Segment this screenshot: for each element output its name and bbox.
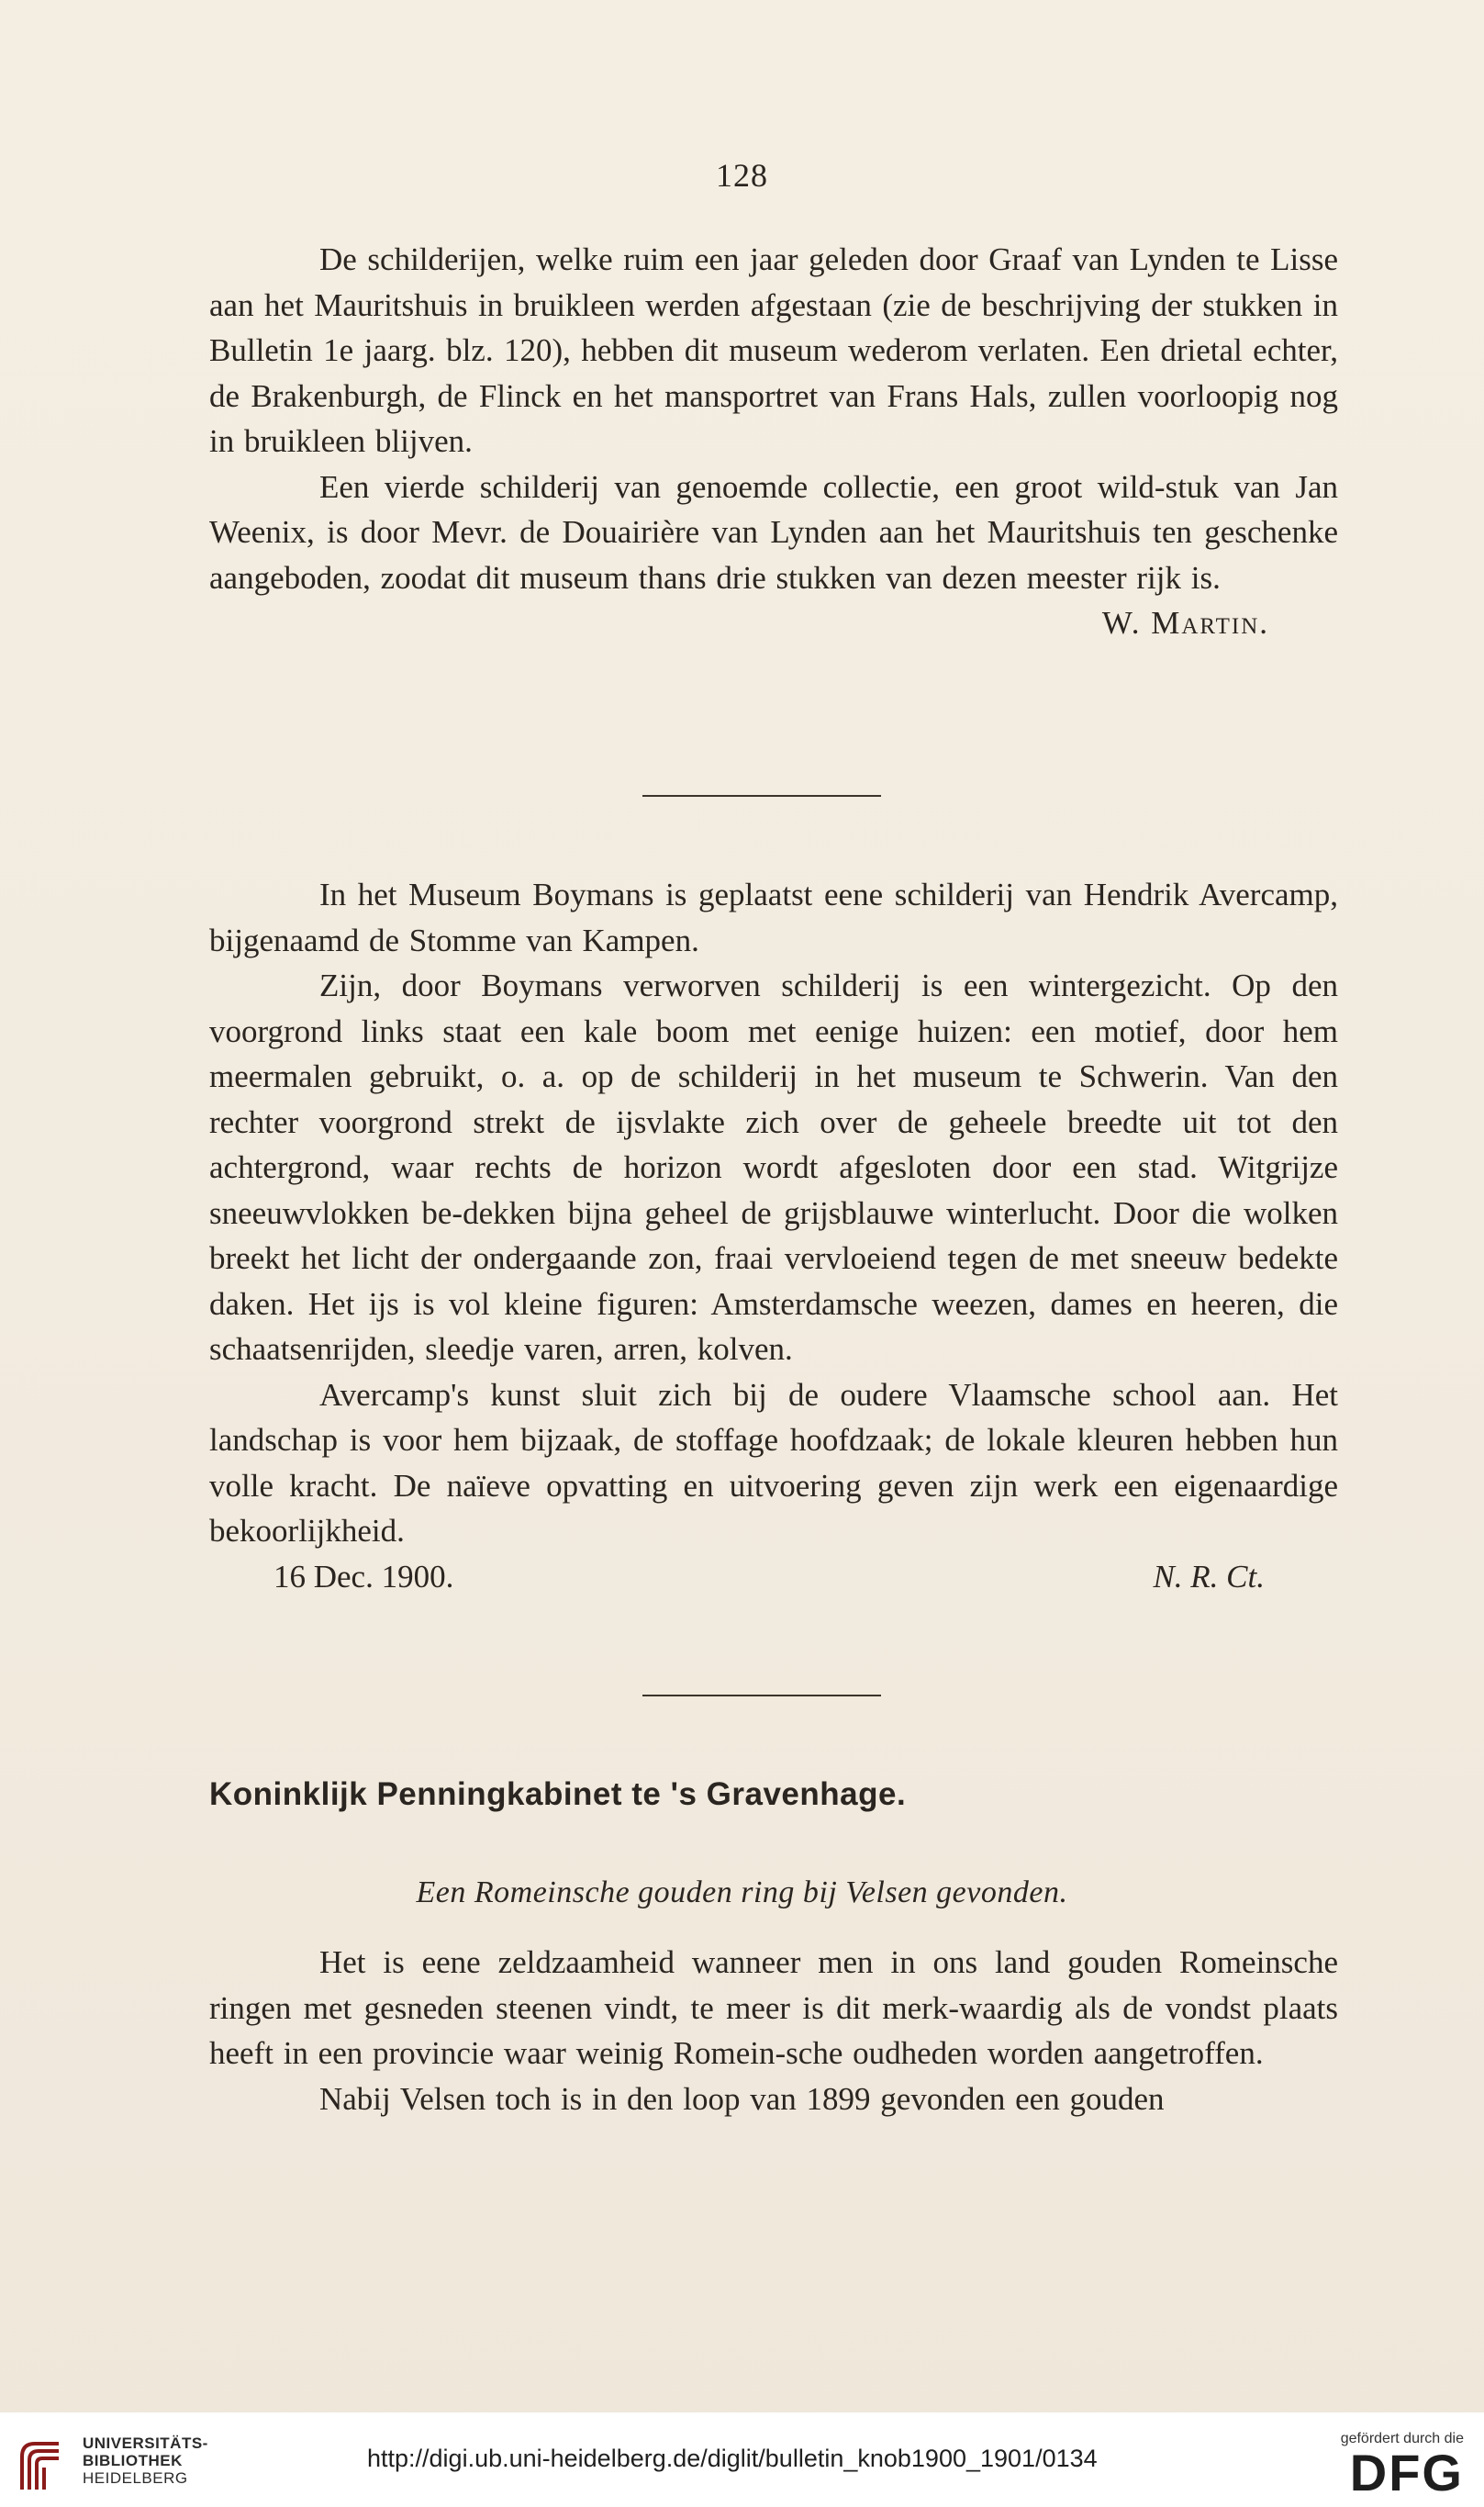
section-divider: [642, 795, 881, 797]
section-mauritshuis: [209, 237, 1338, 646]
signature-line: [209, 600, 1338, 646]
funder-text: gefördert durch die: [1340, 2431, 1464, 2446]
paragraph: De schilderijen, welke ruim een jaar geleden door Graaf van Lynden te Lisse aan het Mauritshuis in bruikleen werden afgestaan (zie de beschrijving der stukken in Bulletin 1e jaarg. blz. 120), hebben dit museum wederom verlaten. Een drietal echter, de Brakenburgh, de Flinck en het mansportret van Frans Hals, zullen voorloopig nog in bruikleen blijven.: [209, 241, 1338, 459]
dfg-logo-icon: DFG: [1349, 2444, 1464, 2501]
ub-heidelberg-logo-icon: [17, 2438, 64, 2495]
section-divider: [642, 1695, 881, 1696]
paragraph: In het Museum Boymans is geplaatst eene schilderij van Hendrik Avercamp, bijgenaamd de Stomme van Kampen.: [209, 877, 1338, 958]
article-date: 16 Dec. 1900.: [273, 1558, 454, 1595]
paragraph: Nabij Velsen toch is in den loop van 1899 gevonden een gouden: [319, 2080, 1165, 2117]
date-signature-line: [209, 1554, 1338, 1600]
paragraph: Een vierde schilderij van genoemde collectie, een groot wild-stuk van Jan Weenix, is door Mevr. de Douairière van Lynden aan het Mauritshuis ten geschenke aangeboden, zoodat dit museum thans drie stukken van dezen meester rijk is.: [209, 468, 1338, 596]
digitization-footer: [0, 2412, 1484, 2507]
page-number: 128: [716, 157, 768, 194]
library-name: UNIVERSITÄTS- BIBLIOTHEK HEIDELBERG: [83, 2434, 208, 2487]
author-signature: N. R. Ct.: [1153, 1558, 1265, 1595]
paragraph: Zijn, door Boymans verworven schilderij is een wintergezicht. Op den voorgrond links staat een kale boom met eenige huizen: een motief, door hem meermalen gebruikt, o. a. op de schilderij in het museum te Schwerin. Van den rechter voorgrond strekt de ijsvlakte zich over de geheele breedte uit tot den achtergrond, waar rechts de horizon wordt afgesloten door een stad. Witgrijze sneeuwvlokken be-dekken bijna geheel de grijsblauwe winterlucht. Door die wolken breekt het licht der ondergaande zon, fraai vervloeiend tegen de met sneeuw bedekte daken. Het ijs is vol kleine figuren: Amsterdamsche weezen, dames en heeren, die schaatsenrijden, sleedje varen, arren, kolven.: [209, 968, 1338, 1367]
article-subheading: Een Romeinsche gouden ring bij Velsen gevonden.: [416, 1875, 1068, 1909]
paragraph: Avercamp's kunst sluit zich bij de oudere Vlaamsche school aan. Het landschap is voor hem bijzaak, de stoffage hoofdzaak; de lokale kleuren hebben hun volle kracht. De naïeve opvatting en uitvoering geven zijn werk een eigenaardige bekoorlijkheid.: [209, 1376, 1338, 1549]
permalink-url[interactable]: http://digi.ub.uni-heidelberg.de/diglit/bulletin_knob1900_1901/0134: [367, 2445, 1098, 2472]
funder-credit: [1341, 2431, 1464, 2499]
section-penningkabinet: [209, 1940, 1338, 2121]
paragraph: Het is eene zeldzaamheid wanneer men in ons land gouden Romeinsche ringen met gesneden steenen vindt, te meer is dit merk-waardig als de vondst plaats heeft in een provincie waar weinig Romein-sche oudheden worden aangetroffen.: [209, 1944, 1338, 2071]
author-signature: W. Martin.: [1101, 605, 1269, 641]
section-heading: Koninklijk Penningkabinet te 's Gravenhage.: [209, 1776, 907, 1812]
section-boymans: [209, 872, 1338, 1599]
